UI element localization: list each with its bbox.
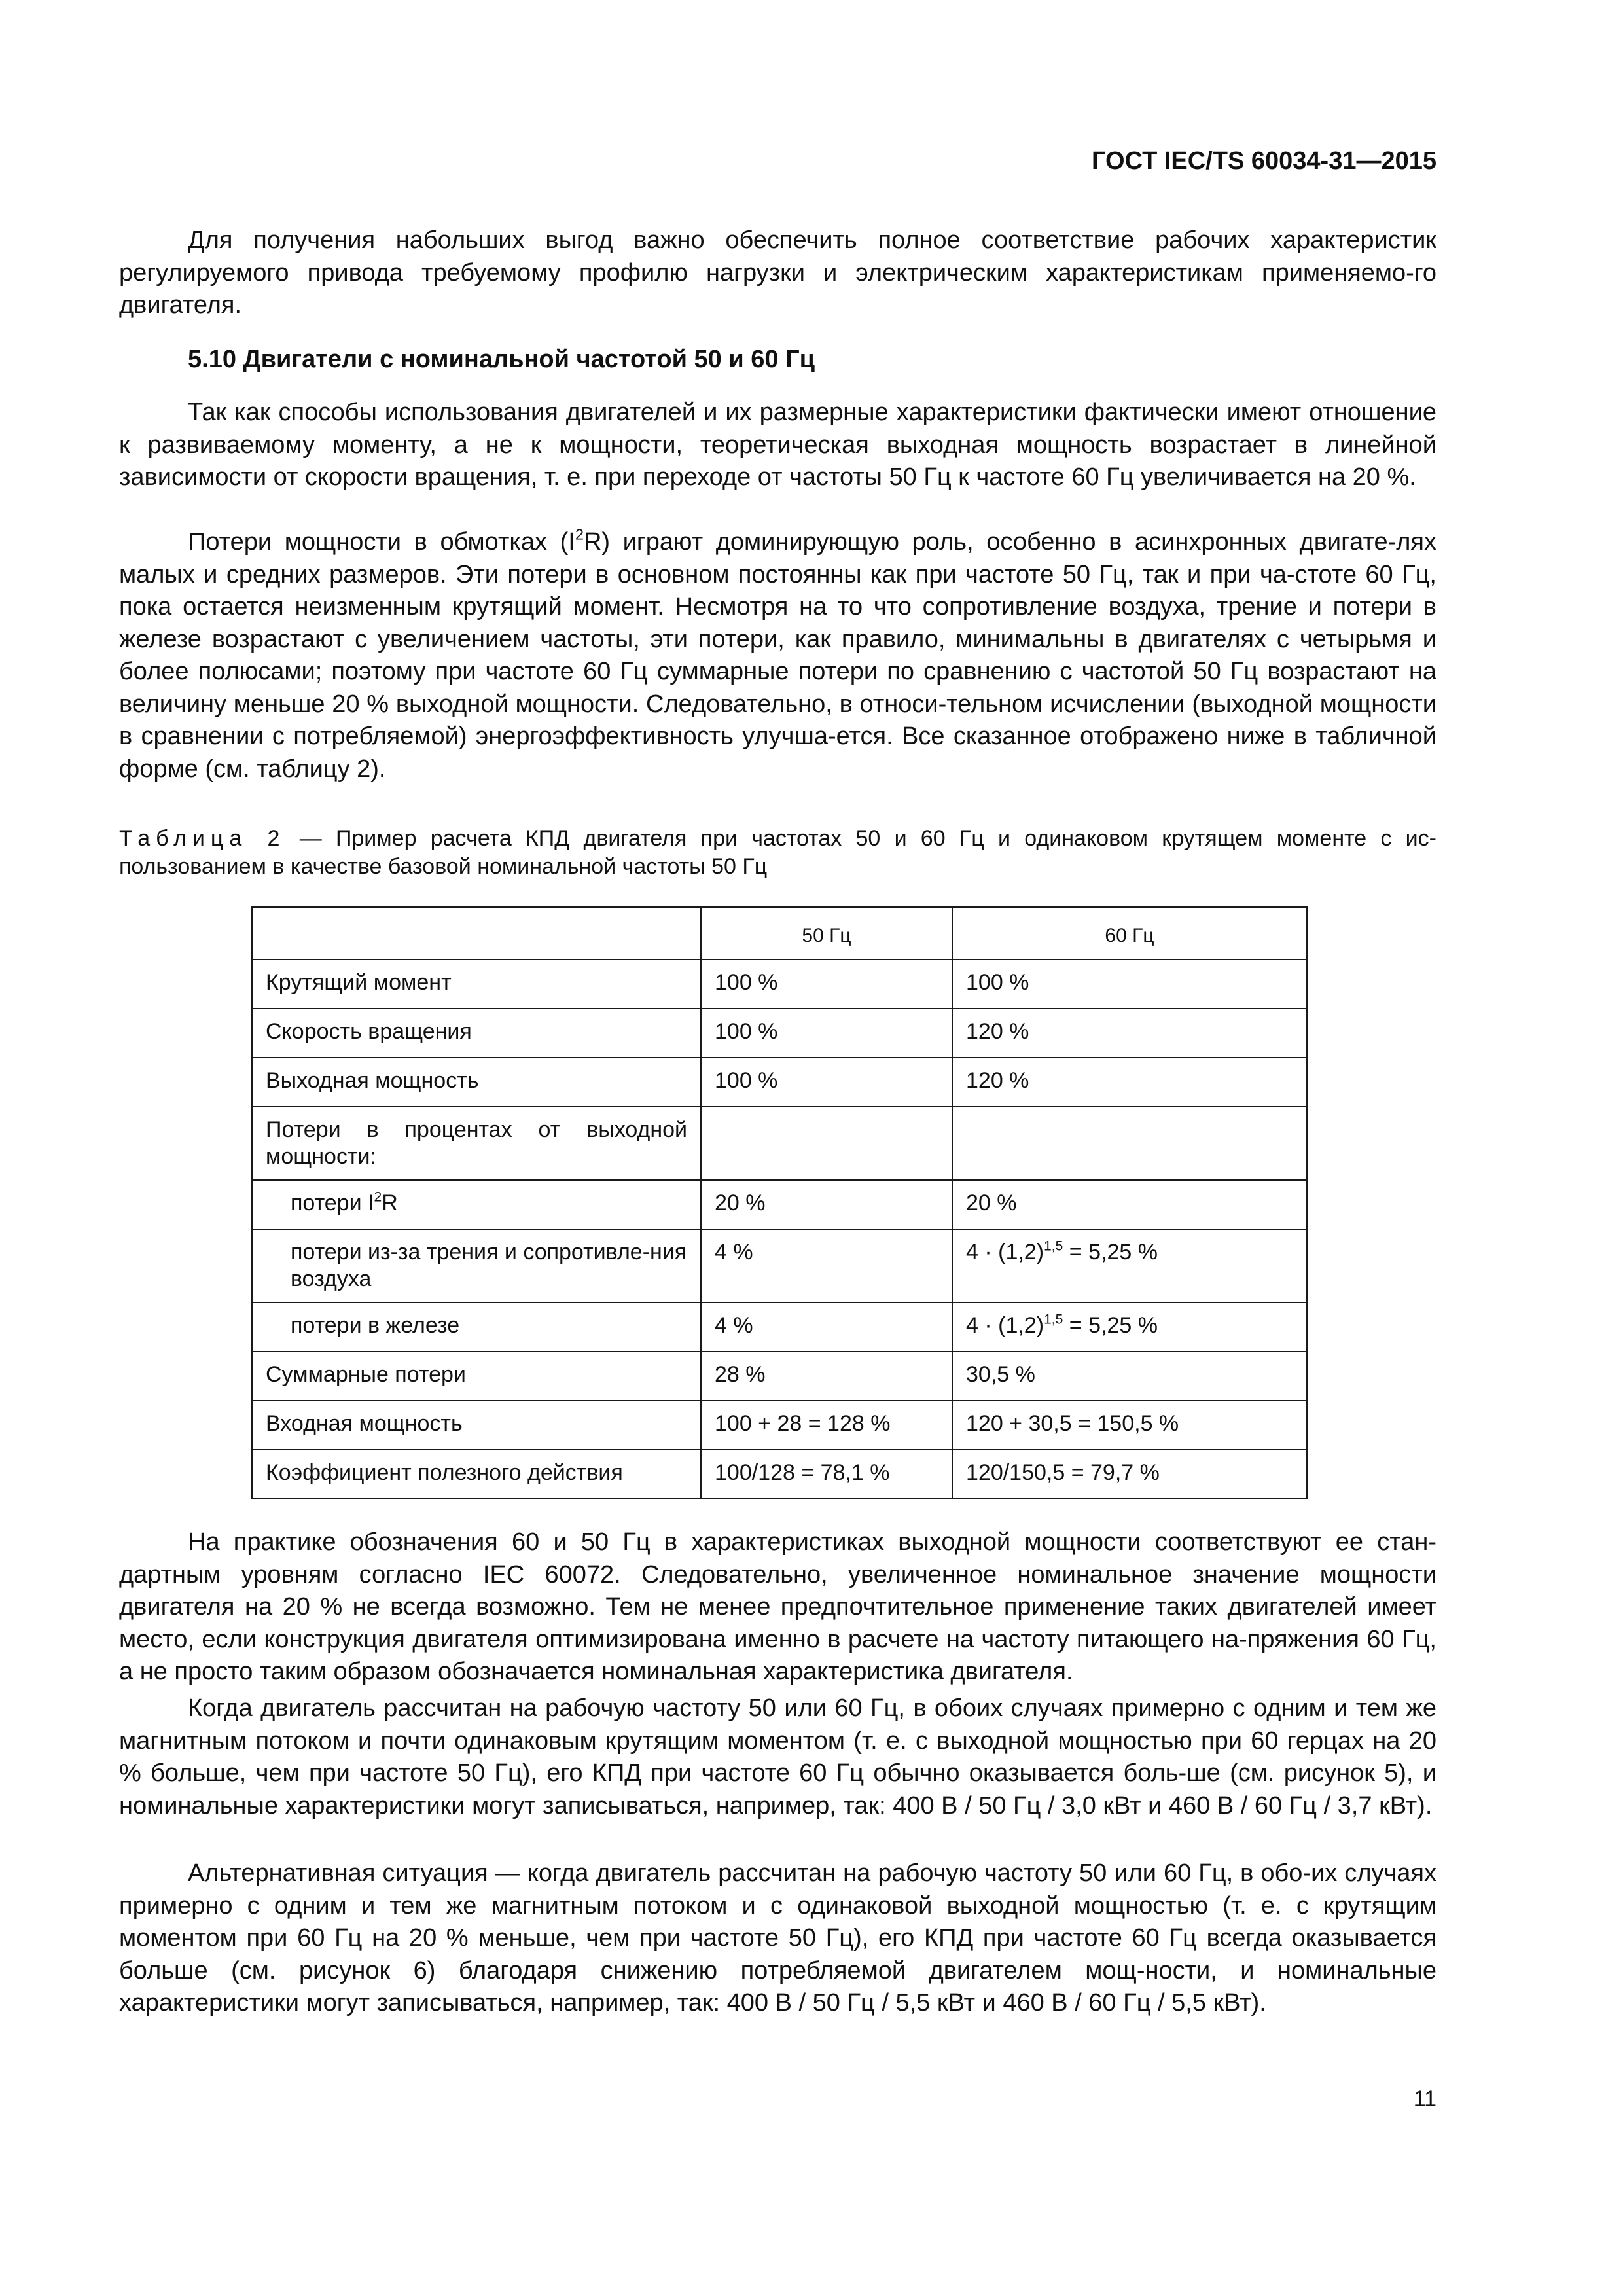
table-header-cell: 60 Гц	[952, 907, 1307, 960]
table-header-cell: 50 Гц	[701, 907, 952, 960]
after-table-paragraph-1: На практике обозначения 60 и 50 Гц в характеристиках выходной мощности соответствуют ее стан-дартным уровням согласно IEC 60072. Следовательно, увеличенное номинальное значение мощности двигателя на 20 % не всегда возможно. Тем не менее предпочтительное применение таких двигателей имеет место, если конструкция двигателя оптимизирована именно в расчете на частоту питающего на-пряжения 60 Гц, а не просто таким образом обозначается номинальная характеристика двигателя.	[119, 1528, 1436, 1685]
table-cell: 120 %	[952, 1058, 1307, 1107]
table-row	[252, 1180, 1307, 1229]
table-row	[252, 1450, 1307, 1499]
section-paragraph-1: Так как способы использования двигателей и их размерные характеристики фактически имеют отношение к развиваемому моменту, а не к мощности, теоретическая выходная мощность возрастает в линейной зависимости от скорости вращения, т. е. при переходе от частоты 50 Гц к частоте 60 Гц увеличивается на 20 %.	[119, 399, 1436, 491]
table-cell: Суммарные потери	[252, 1352, 701, 1401]
superscript: 1,5	[1044, 1238, 1063, 1254]
table-cell	[952, 1302, 1307, 1352]
superscript: 2	[575, 526, 584, 543]
table-cell	[952, 1229, 1307, 1302]
cell-text: = 5,25 %	[1063, 1313, 1158, 1338]
superscript: 1,5	[1044, 1312, 1063, 1327]
table-row	[252, 1009, 1307, 1058]
table-header-cell	[252, 907, 701, 960]
cell-text: = 5,25 %	[1063, 1240, 1158, 1265]
table-row	[252, 1352, 1307, 1401]
cell-text: потери I	[291, 1191, 374, 1215]
table-cell: Коэффициент полезного действия	[252, 1450, 701, 1499]
table-cell: 20 %	[701, 1180, 952, 1229]
table-cell: 20 %	[952, 1180, 1307, 1229]
cell-text: 4 · (1,2)	[966, 1240, 1044, 1265]
after-table-paragraph-2: Когда двигатель рассчитан на рабочую частоту 50 или 60 Гц, в обоих случаях примерно с одним и тем же магнитным потоком и почти одинаковым крутящим моментом (т. е. с выходной мощностью при 60 герцах на 20 % больше, чем при частоте 50 Гц), его КПД при частоте 60 Гц обычно оказывается боль-ше (см. рисунок 5), и номинальные характеристики могут записываться, например, так: 400 В / 50 Гц / 3,0 кВт и 460 В / 60 Гц / 3,7 кВт).	[119, 1695, 1436, 1820]
table-row	[252, 1058, 1307, 1107]
table-cell: 30,5 %	[952, 1352, 1307, 1401]
table-cell: Входная мощность	[252, 1401, 701, 1450]
table-row	[252, 1302, 1307, 1352]
table-row	[252, 1229, 1307, 1302]
page-number: 11	[1413, 2087, 1436, 2111]
table-cell: Выходная мощность	[252, 1058, 701, 1107]
table-cell: Крутящий момент	[252, 960, 701, 1009]
superscript: 2	[374, 1189, 382, 1205]
table-caption-label: Таблица 2	[119, 826, 286, 851]
table-cell	[952, 1107, 1307, 1180]
table-row	[252, 960, 1307, 1009]
document-code-header: ГОСТ IEC/TS 60034-31—2015	[1091, 147, 1436, 175]
table-cell: 100 %	[701, 1009, 952, 1058]
table-cell: 4 %	[701, 1229, 952, 1302]
table-cell: Потери в процентах от выходной мощности:	[252, 1107, 701, 1180]
table-cell: 120 %	[952, 1009, 1307, 1058]
table-cell: Скорость вращения	[252, 1009, 701, 1058]
paragraph-text-rest: R) играют доминирующую роль, особенно в асинхронных двигате-лях малых и средних размеров. Эти потери в основном постоянны как при частоте 50 Гц, так и при ча-стоте 60 Гц, пока остается неизменным крутящий момент. Несмотря на то что сопротивление воздуха, трение и потери в железе возрастают с увеличением частоты, эти потери, как правило, минимальны в двигателях с четырьмя и более полюсами; поэтому при частоте 60 Гц суммарные потери по сравнению с частотой 50 Гц возрастают на величину меньше 20 % выходной мощности. Следовательно, в относи-тельном исчислении (выходной мощности в сравнении с потребляемой) энергоэффективность улучша-ется. Все сказанное отображено ниже в табличной форме (см. таблицу 2).	[119, 528, 1436, 783]
efficiency-table	[251, 906, 1308, 1499]
table-cell: 100 %	[701, 960, 952, 1009]
table-cell: 100 %	[701, 1058, 952, 1107]
table-cell: 100 %	[952, 960, 1307, 1009]
table-cell: 120 + 30,5 = 150,5 %	[952, 1401, 1307, 1450]
table-cell: 120/150,5 = 79,7 %	[952, 1450, 1307, 1499]
table-header-row	[252, 907, 1307, 960]
after-table-paragraph-3: Альтернативная ситуация — когда двигатель рассчитан на рабочую частоту 50 или 60 Гц, в обо-их случаях примерно с одним и тем же магнитным потоком и с одинаковой выходной мощностью (т. е. с крутящим моментом при 60 Гц на 20 % меньше, чем при частоте 50 Гц), его КПД при частоте 60 Гц всегда оказывается больше (см. рисунок 6) благодаря снижению потребляемой двигателем мощ-ности, и номинальные характеристики могут записываться, например, так: 400 В / 50 Гц / 5,5 кВт и 460 В / 60 Гц / 5,5 кВт).	[119, 1859, 1436, 2017]
section-paragraph-2	[119, 526, 1436, 785]
table-cell: потери из-за трения и сопротивле-ния воздуха	[252, 1229, 701, 1302]
cell-text: R	[382, 1191, 398, 1215]
table-caption	[119, 825, 1436, 881]
table-cell: потери в железе	[252, 1302, 701, 1352]
table-cell: 100/128 = 78,1 %	[701, 1450, 952, 1499]
table-cell: 28 %	[701, 1352, 952, 1401]
table-caption-text: — Пример расчета КПД двигателя при частотах 50 и 60 Гц и одинаковом крутящем моменте с ис-пользованием в качестве базовой номинальной частоты 50 Гц	[119, 826, 1437, 879]
table-cell: 100 + 28 = 128 %	[701, 1401, 952, 1450]
paragraph-text-start: Потери мощности в обмотках (I	[188, 528, 575, 556]
cell-text: 4 · (1,2)	[966, 1313, 1044, 1338]
table-row	[252, 1401, 1307, 1450]
table-cell	[701, 1107, 952, 1180]
table-cell	[252, 1180, 701, 1229]
intro-paragraph: Для получения набольших выгод важно обеспечить полное соответствие рабочих характеристик регулируемого привода требуемому профилю нагрузки и электрическим характеристикам применяемо-го двигателя.	[119, 226, 1436, 319]
section-heading: 5.10 Двигатели с номинальной частотой 50 и 60 Гц	[188, 346, 815, 373]
table-row	[252, 1107, 1307, 1180]
table-cell: 4 %	[701, 1302, 952, 1352]
